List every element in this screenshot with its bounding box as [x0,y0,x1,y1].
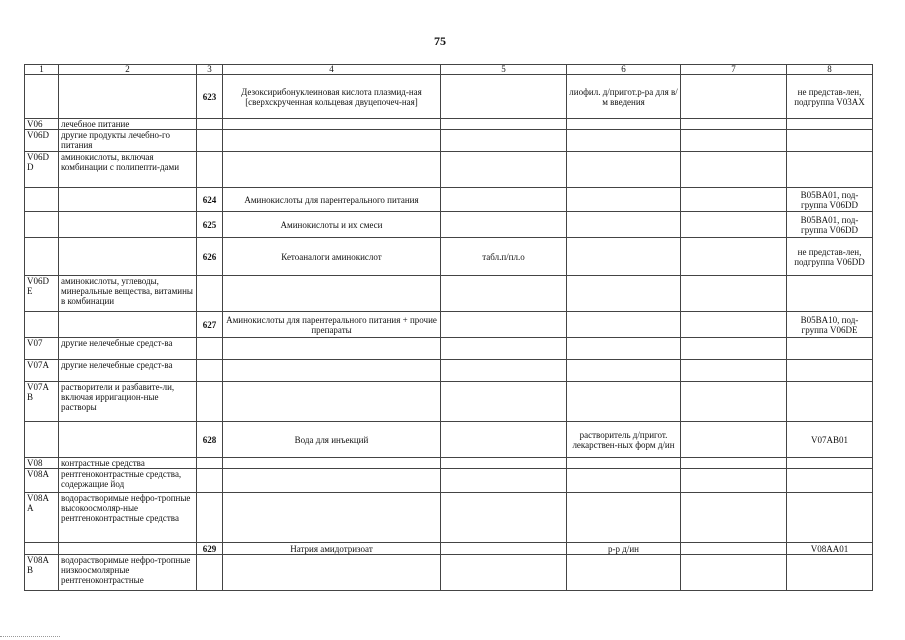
group-name-cell [59,75,197,119]
table-row [25,119,873,130]
table-row [25,238,873,276]
notes-cell [681,238,787,276]
group-name-cell: лечебное питание [59,119,197,130]
drug-name-cell [223,276,441,312]
drug-name-cell: Аминокислоты и их смеси [223,212,441,238]
notes-cell [681,130,787,152]
notes-cell [681,338,787,360]
group-name-cell: аминокислоты, углеводы, минеральные вещества, витамины в комбинации [59,276,197,312]
dosage-form-cell [441,75,567,119]
remark-cell [787,119,873,130]
dosage-form-cell [441,276,567,312]
table-row [25,422,873,458]
notes-cell [681,75,787,119]
item-number-cell [197,493,223,543]
release-form-cell [567,119,681,130]
dosage-form-cell [441,130,567,152]
group-name-cell: контрастные средства [59,458,197,469]
table-row [25,555,873,591]
remark-cell: B05BA10, под-группа V06DE [787,312,873,338]
remark-cell [787,493,873,543]
remark-cell: V07AB01 [787,422,873,458]
drug-name-cell [223,152,441,188]
atc-code-cell [25,212,59,238]
notes-cell [681,212,787,238]
group-name-cell [59,422,197,458]
group-name-cell: другие нелечебные средст-ва [59,338,197,360]
release-form-cell [567,360,681,382]
release-form-cell [567,238,681,276]
atc-code-cell: V07A B [25,382,59,422]
item-number-cell: 629 [197,543,223,555]
dosage-form-cell [441,312,567,338]
item-number-cell: 626 [197,238,223,276]
item-number-cell: 627 [197,312,223,338]
dosage-form-cell [441,382,567,422]
remark-cell [787,276,873,312]
remark-cell [787,469,873,493]
release-form-cell: лиофил. д/пригот.р-ра для в/м введения [567,75,681,119]
drug-name-cell [223,130,441,152]
item-number-cell [197,382,223,422]
item-number-cell [197,338,223,360]
drug-name-cell [223,493,441,543]
release-form-cell [567,212,681,238]
drug-name-cell [223,382,441,422]
column-header: 5 [441,65,567,75]
table-row [25,543,873,555]
column-header: 3 [197,65,223,75]
column-header: 6 [567,65,681,75]
table-row [25,360,873,382]
remark-cell [787,555,873,591]
group-name-cell: аминокислоты, включая комбинации с полипепти-дами [59,152,197,188]
item-number-cell [197,469,223,493]
item-number-cell [197,152,223,188]
drug-name-cell [223,555,441,591]
notes-cell [681,312,787,338]
item-number-cell [197,458,223,469]
item-number-cell: 623 [197,75,223,119]
dosage-form-cell [441,360,567,382]
group-name-cell: растворители и разбавите-ли, включая ирригацион-ные растворы [59,382,197,422]
remark-cell [787,360,873,382]
notes-cell [681,458,787,469]
dosage-form-cell [441,543,567,555]
group-name-cell [59,188,197,212]
drug-name-cell: Кетоаналоги аминокислот [223,238,441,276]
item-number-cell [197,360,223,382]
release-form-cell [567,493,681,543]
table-row [25,458,873,469]
drug-name-cell: Вода для инъекций [223,422,441,458]
notes-cell [681,382,787,422]
table-row [25,469,873,493]
item-number-cell [197,130,223,152]
drug-name-cell: Натрия амидотризоат [223,543,441,555]
item-number-cell [197,119,223,130]
atc-code-cell: V08A [25,469,59,493]
drug-name-cell [223,119,441,130]
group-name-cell: водорастворимые нефро-тропные высокоосмоляр-ные рентгеноконтрастные средства [59,493,197,543]
remark-cell: не представ-лен, подгруппа V03AX [787,75,873,119]
table-row [25,276,873,312]
table-row [25,188,873,212]
dosage-form-cell: табл.п/пл.о [441,238,567,276]
group-name-cell: водорастворимые нефро-тропные низкоосмолярные рентгеноконтрастные [59,555,197,591]
dosage-form-cell [441,338,567,360]
remark-cell: B05BA01, под-группа V06DD [787,188,873,212]
atc-code-cell [25,422,59,458]
atc-code-cell: V06D [25,130,59,152]
item-number-cell [197,555,223,591]
atc-code-cell: V06 [25,119,59,130]
atc-code-cell: V07 [25,338,59,360]
atc-code-cell [25,188,59,212]
release-form-cell [567,555,681,591]
table-row [25,75,873,119]
dosage-form-cell [441,493,567,543]
notes-cell [681,119,787,130]
atc-code-cell: V08A A [25,493,59,543]
group-name-cell: другие продукты лечебно-го питания [59,130,197,152]
drug-name-cell: Дезоксирибонуклеиновая кислота плазмид-ная [сверхскрученная кольцевая двуцепочеч-ная] [223,75,441,119]
notes-cell [681,543,787,555]
atc-code-cell: V08 [25,458,59,469]
drug-classification-table [24,64,873,591]
atc-code-cell [25,238,59,276]
dosage-form-cell [441,458,567,469]
dosage-form-cell [441,152,567,188]
dosage-form-cell [441,422,567,458]
table-row [25,130,873,152]
release-form-cell [567,188,681,212]
column-header: 7 [681,65,787,75]
dosage-form-cell [441,469,567,493]
remark-cell [787,382,873,422]
notes-cell [681,188,787,212]
remark-cell [787,338,873,360]
notes-cell [681,276,787,312]
release-form-cell [567,469,681,493]
notes-cell [681,469,787,493]
column-header: 1 [25,65,59,75]
group-name-cell [59,212,197,238]
column-header: 2 [59,65,197,75]
release-form-cell: р-р д/ин [567,543,681,555]
dosage-form-cell [441,119,567,130]
drug-name-cell [223,338,441,360]
table-row [25,382,873,422]
dosage-form-cell [441,212,567,238]
group-name-cell: другие нелечебные средст-ва [59,360,197,382]
atc-code-cell [25,543,59,555]
dosage-form-cell [441,188,567,212]
table-row [25,152,873,188]
release-form-cell [567,276,681,312]
column-number-row [25,65,873,75]
drug-name-cell [223,458,441,469]
table-row [25,212,873,238]
remark-cell: B05BA01, под-группа V06DD [787,212,873,238]
release-form-cell [567,130,681,152]
remark-cell [787,152,873,188]
release-form-cell [567,338,681,360]
remark-cell: не представ-лен, подгруппа V06DD [787,238,873,276]
drug-name-cell [223,469,441,493]
notes-cell [681,555,787,591]
footer-divider [0,636,60,637]
group-name-cell: рентгеноконтрастные средства, содержащие йод [59,469,197,493]
group-name-cell [59,312,197,338]
group-name-cell [59,238,197,276]
item-number-cell: 624 [197,188,223,212]
item-number-cell [197,276,223,312]
atc-code-cell [25,75,59,119]
table-row [25,338,873,360]
table-row [25,312,873,338]
remark-cell [787,458,873,469]
remark-cell [787,130,873,152]
release-form-cell: растворитель д/пригот. лекарствен-ных форм д/ин [567,422,681,458]
column-header: 8 [787,65,873,75]
column-header: 4 [223,65,441,75]
page-number: 75 [434,34,446,48]
notes-cell [681,493,787,543]
notes-cell [681,360,787,382]
dosage-form-cell [441,555,567,591]
atc-code-cell [25,312,59,338]
item-number-cell: 625 [197,212,223,238]
release-form-cell [567,312,681,338]
release-form-cell [567,382,681,422]
atc-code-cell: V08A B [25,555,59,591]
atc-code-cell: V06D E [25,276,59,312]
item-number-cell: 628 [197,422,223,458]
atc-code-cell: V07A [25,360,59,382]
atc-code-cell: V06D D [25,152,59,188]
group-name-cell [59,543,197,555]
release-form-cell [567,152,681,188]
drug-name-cell [223,360,441,382]
drug-name-cell: Аминокислоты для парентерального питания [223,188,441,212]
notes-cell [681,152,787,188]
release-form-cell [567,458,681,469]
table-row [25,493,873,543]
remark-cell: V08AA01 [787,543,873,555]
notes-cell [681,422,787,458]
drug-name-cell: Аминокислоты для парентерального питания + прочие препараты [223,312,441,338]
